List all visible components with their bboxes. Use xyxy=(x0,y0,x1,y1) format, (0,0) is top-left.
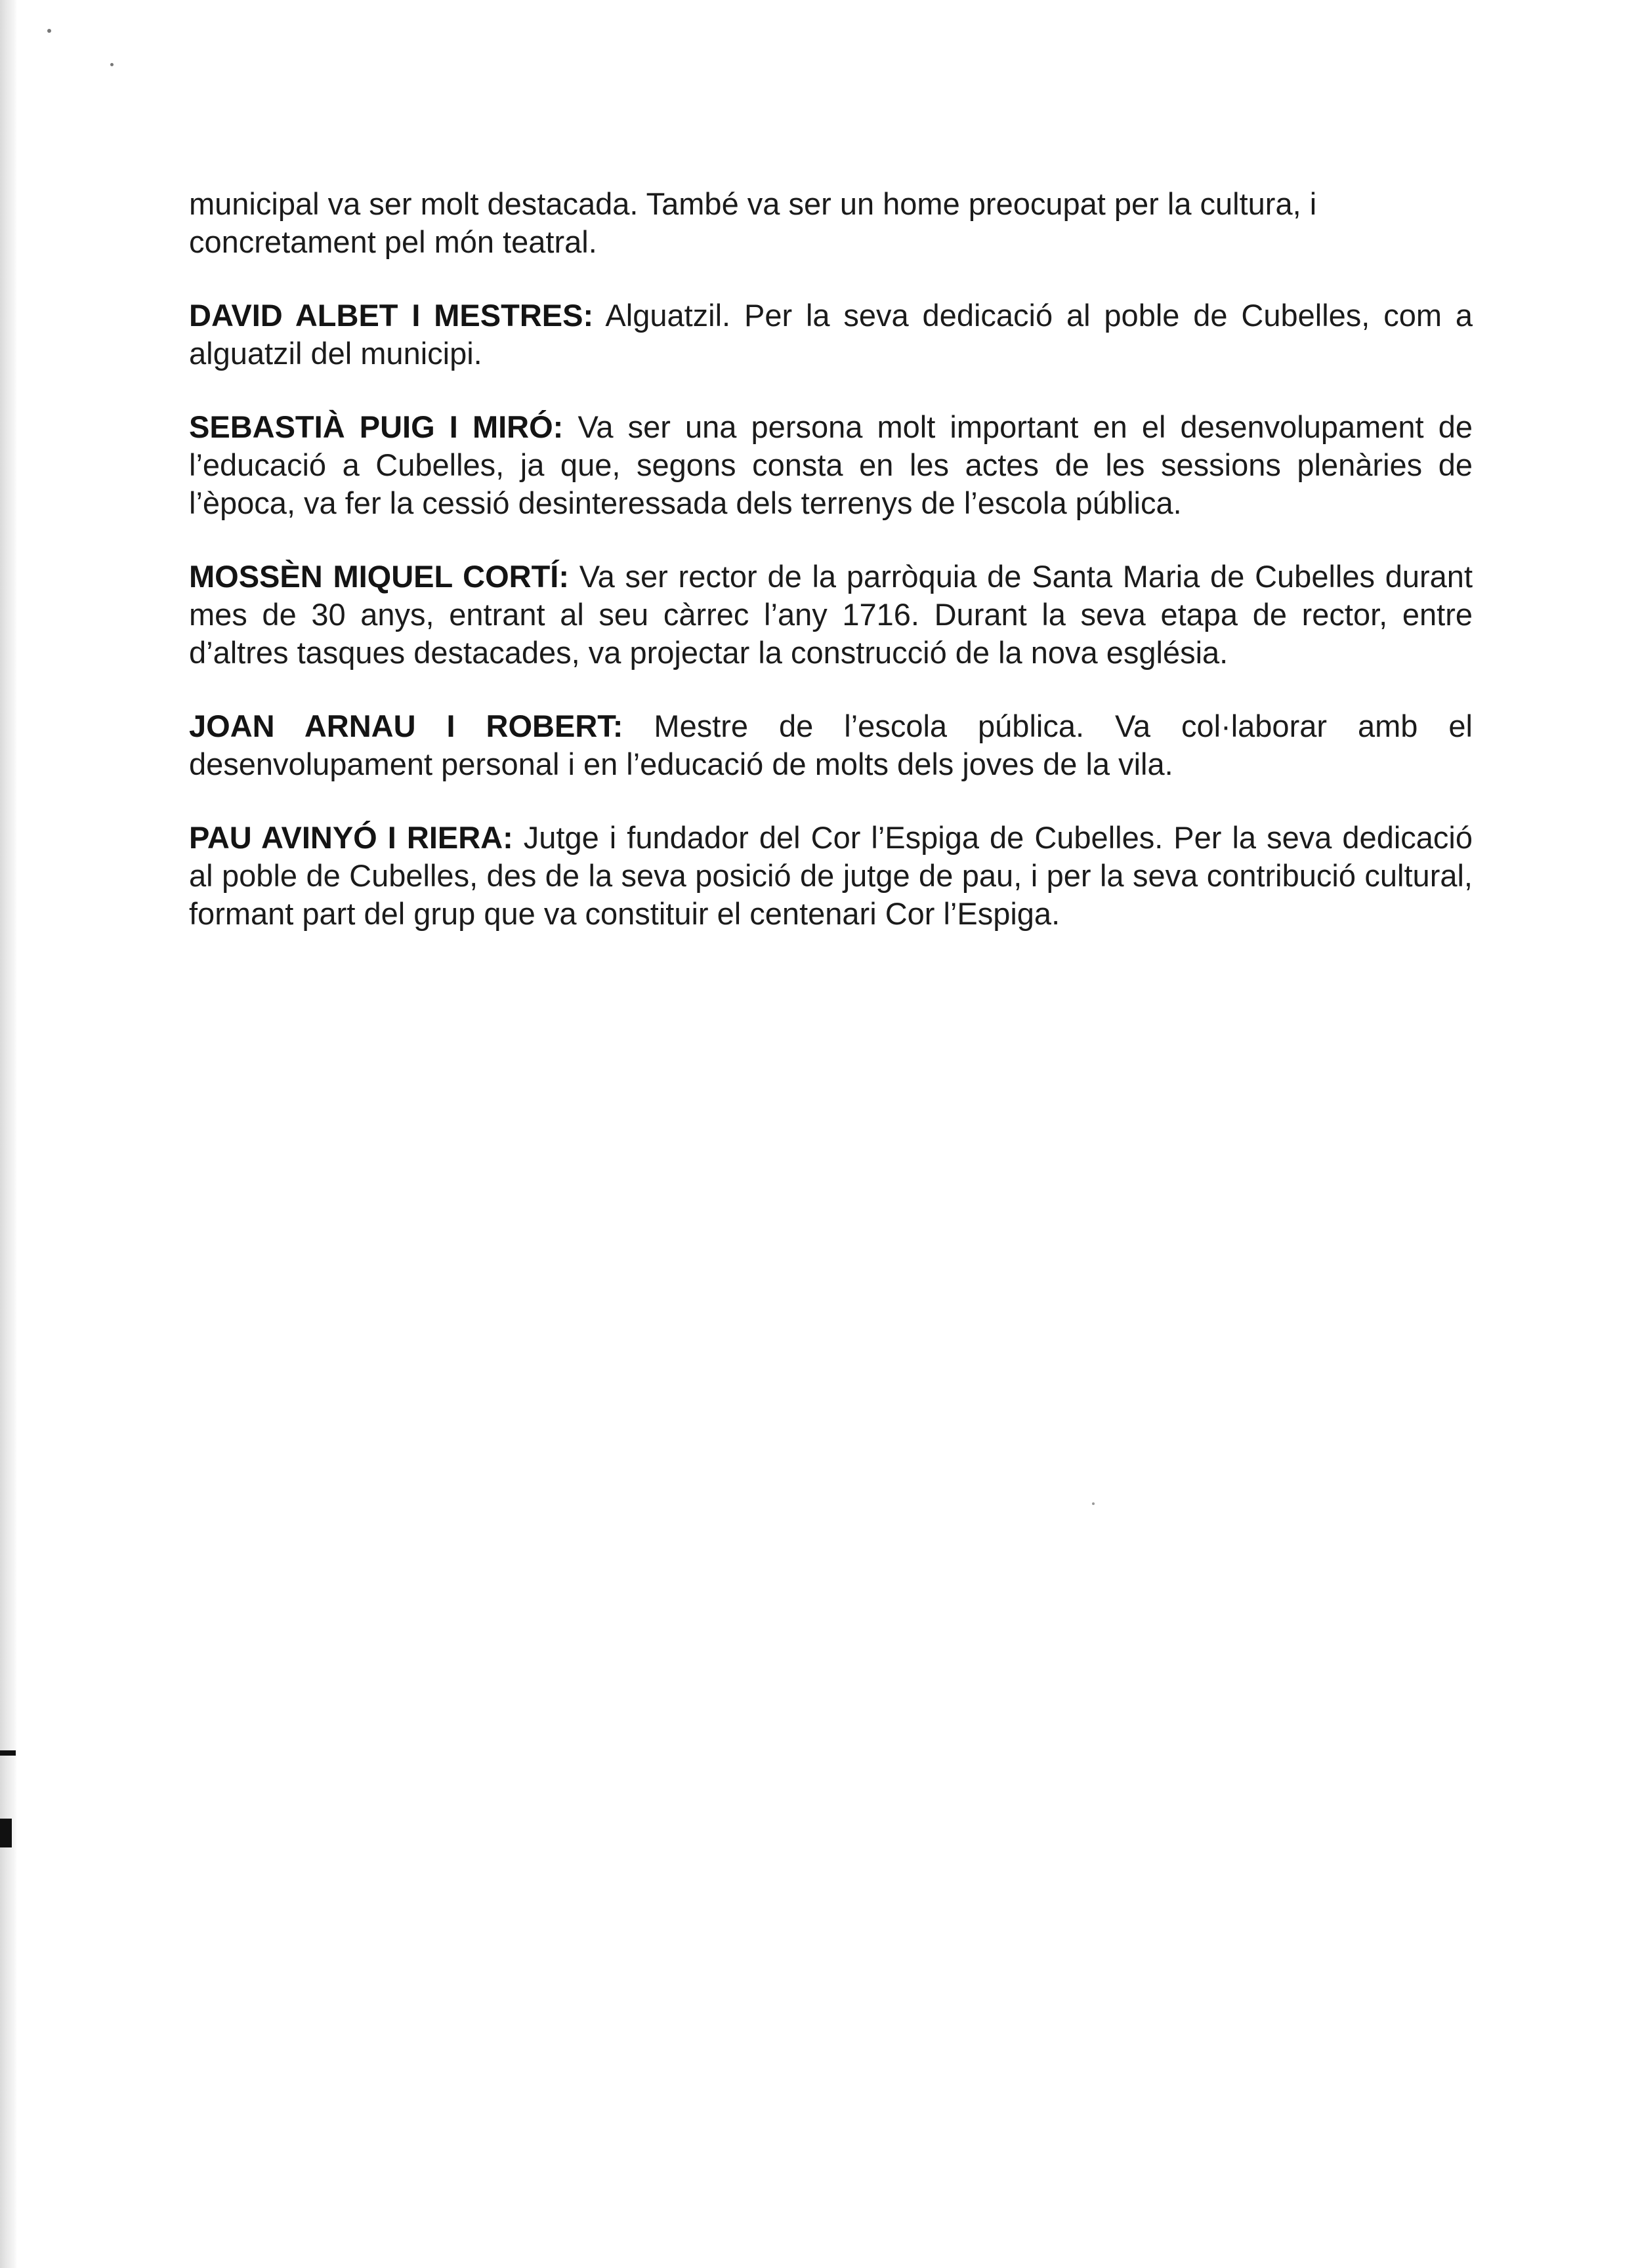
scan-speck xyxy=(47,29,51,33)
paragraph-text: Alguatzil. Per la seva dedicació al poble de Cubelles, com a alguatzil del municipi. xyxy=(189,298,1473,371)
paragraph-name: PAU AVINYÓ I RIERA: xyxy=(189,820,513,855)
paragraph-text: Va ser una persona molt important en el desenvolupament de l’educació a Cubelles, ja que, segons consta en les actes de les sessions plenàries de l’època, va fer la cessió desinteressada dels terrenys de l’escola pública. xyxy=(189,409,1473,520)
paragraph-continuation xyxy=(189,185,1473,261)
paragraph-joan-arnau xyxy=(189,707,1473,783)
paragraph-text: municipal va ser molt destacada. També va ser un home preocupat per la cultura, i concretament pel món teatral. xyxy=(189,186,1317,259)
paragraph-text: Mestre de l’escola pública. Va col·laborar amb el desenvolupament personal i en l’educació de molts dels joves de la vila. xyxy=(189,709,1473,781)
scan-edge xyxy=(0,0,17,2268)
scan-edge-mark xyxy=(0,1819,12,1847)
paragraph-name: SEBASTIÀ PUIG I MIRÓ: xyxy=(189,409,564,444)
paragraph-mossen-miquel-corti xyxy=(189,558,1473,672)
paragraph-name: JOAN ARNAU I ROBERT: xyxy=(189,709,623,743)
paragraph-sebastia-puig xyxy=(189,408,1473,522)
scan-speck xyxy=(110,63,114,66)
paragraph-name: MOSSÈN MIQUEL CORTÍ: xyxy=(189,559,569,594)
paragraph-name: DAVID ALBET I MESTRES: xyxy=(189,298,594,333)
document-body xyxy=(189,185,1473,968)
scan-speck xyxy=(1092,1502,1095,1505)
paragraph-text: Va ser rector de la parròquia de Santa Maria de Cubelles durant mes de 30 anys, entrant al seu càrrec l’any 1716. Durant la seva etapa de rector, entre d’altres tasques destacades, va projectar la construcció de la nova església. xyxy=(189,559,1473,670)
paragraph-david-albet xyxy=(189,297,1473,373)
scan-edge-mark xyxy=(0,1750,16,1756)
paragraph-pau-avinyo xyxy=(189,819,1473,933)
paragraph-text: Jutge i fundador del Cor l’Espiga de Cubelles. Per la seva dedicació al poble de Cubelles, des de la seva posició de jutge de pau, i per la seva contribució cultural, formant part del grup que va constituir el centenari Cor l’Espiga. xyxy=(189,820,1473,931)
